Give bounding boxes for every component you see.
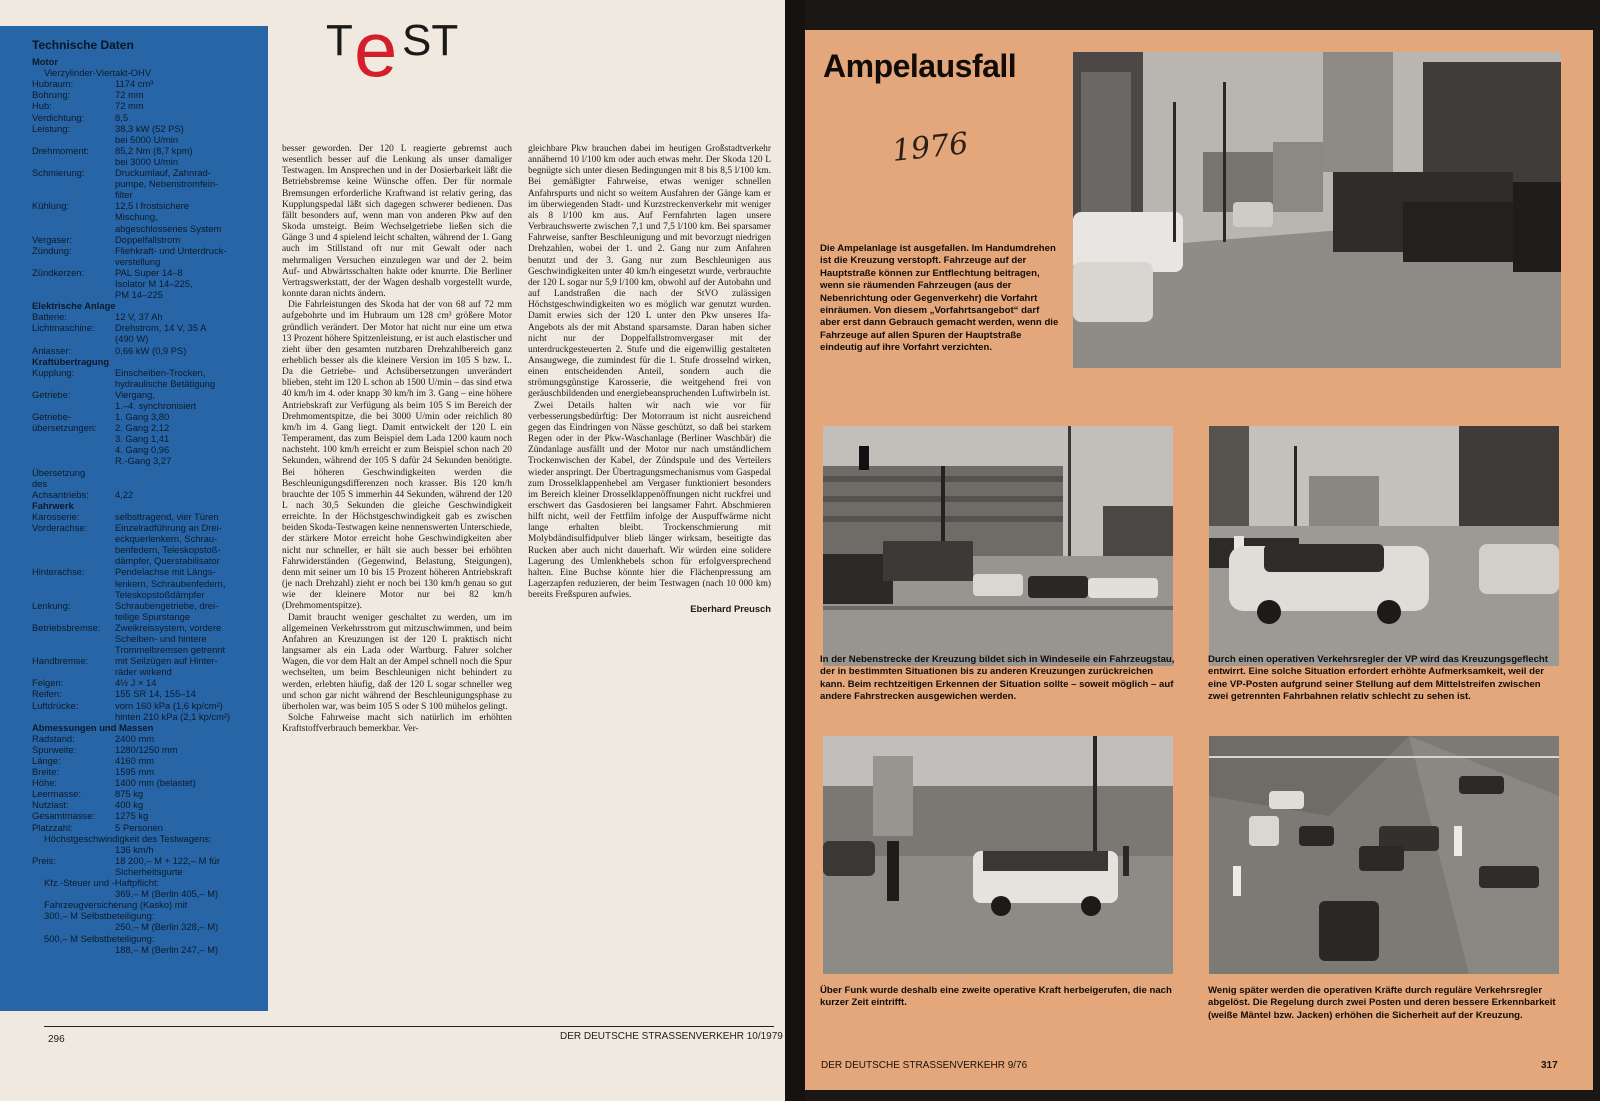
tech-label bbox=[32, 211, 115, 222]
tech-value: 136 km/h bbox=[115, 843, 154, 855]
tech-row bbox=[32, 777, 262, 788]
tech-value: Isolator M 14–225, bbox=[115, 277, 193, 289]
tech-label bbox=[32, 223, 115, 234]
tech-label: Breite: bbox=[32, 766, 60, 778]
tech-label: Batterie: bbox=[32, 311, 67, 323]
tech-value: selbsttragend, vier Türen bbox=[115, 510, 219, 522]
tech-row bbox=[32, 622, 262, 633]
tech-value: 1.–4. synchronisiert bbox=[115, 400, 197, 411]
tech-value: lenkern, Schraubenfedern, bbox=[115, 577, 226, 589]
tech-value: Viergang, bbox=[115, 388, 155, 400]
test-logo-t: T bbox=[326, 16, 353, 65]
tech-label bbox=[32, 921, 115, 932]
tech-row bbox=[32, 888, 262, 899]
tech-label: Schmierung: bbox=[32, 167, 85, 179]
right-page bbox=[805, 30, 1593, 1090]
tech-value: Drehstrom, 14 V, 35 A bbox=[115, 322, 207, 334]
tech-row bbox=[32, 700, 262, 711]
tech-value: Trommelbremsen getrennt bbox=[115, 644, 226, 656]
tech-label bbox=[32, 888, 115, 899]
photo-side-street-queue bbox=[823, 426, 1173, 666]
tech-value: Sicherheitsgurte bbox=[115, 865, 183, 877]
tech-value: PAL Super 14–8 bbox=[115, 266, 183, 278]
caption-photo-5: Wenig später werden die operativen Kräfte durch reguläre Verkehrsregler abgelöst. Die Regelung durch zwei Posten und deren bessere Erkennbarkeit (weiße Mäntel bzw. Jacken) erhöhen die Sicherheit auf der Kreuzung. bbox=[1208, 985, 1556, 1021]
page-number-right: 317 bbox=[1541, 1060, 1558, 1071]
caption-photo-4: Über Funk wurde deshalb eine zweite operative Kraft herbeigerufen, die nach kurzer Zeit eintrifft. bbox=[820, 985, 1172, 1009]
page-number-left: 296 bbox=[48, 1034, 65, 1045]
tech-label: Leistung: bbox=[32, 122, 71, 134]
tech-label bbox=[32, 156, 115, 167]
tech-value: hydraulische Betätigung bbox=[115, 377, 216, 389]
tech-note: Höchstgeschwindigkeit des Testwagens: bbox=[44, 832, 212, 844]
tech-label: Platzzahl: bbox=[32, 821, 73, 833]
tech-value: 72 mm bbox=[115, 89, 144, 101]
tech-value: 4. Gang 0,96 bbox=[115, 444, 170, 456]
tech-label bbox=[32, 578, 115, 589]
tech-row bbox=[32, 245, 262, 256]
tech-section-heading: Abmessungen und Massen bbox=[32, 721, 154, 733]
tech-label: Länge: bbox=[32, 755, 61, 766]
tech-value: teilige Spurstange bbox=[115, 610, 191, 622]
test-logo bbox=[318, 5, 468, 96]
tech-value: 1280/1250 mm bbox=[115, 743, 178, 755]
tech-row bbox=[32, 100, 262, 111]
tech-value: Einzelradführung an Drei- bbox=[115, 522, 222, 534]
tech-value: 12,5 l frostsichere bbox=[115, 200, 189, 212]
tech-label: Felgen: bbox=[32, 677, 64, 689]
tech-row bbox=[32, 422, 262, 433]
photo-second-officer-arrives bbox=[823, 736, 1173, 974]
tech-label: Anlasser: bbox=[32, 344, 72, 356]
tech-value: 400 kg bbox=[115, 799, 144, 811]
tech-row bbox=[32, 578, 262, 589]
tech-value: 18 200,– M + 122,– M für bbox=[115, 854, 221, 866]
tech-label: Höhe: bbox=[32, 777, 58, 789]
tech-label bbox=[32, 644, 115, 655]
tech-row bbox=[32, 555, 262, 566]
footer-rule bbox=[44, 1026, 774, 1027]
tech-label: Zündkerzen: bbox=[32, 266, 85, 278]
tech-row bbox=[32, 533, 262, 544]
tech-label bbox=[32, 866, 115, 877]
page-gutter bbox=[785, 0, 805, 1101]
tech-row bbox=[32, 733, 262, 744]
article-author: Eberhard Preusch bbox=[690, 603, 771, 615]
tech-row bbox=[32, 844, 262, 855]
caption-photo-2: In der Nebenstrecke der Kreuzung bildet sich in Windeseile ein Fahrzeugstau, der in bestimmten Situationen bis zu anderen Kreuzungen zurückreichen kann. Beim rechtzeitigen Erkennen der Situation sollte – soweit möglich – auf andere Fahrstrecken ausgewichen werden. bbox=[820, 654, 1175, 703]
tech-label: Verdichtung: bbox=[32, 111, 85, 123]
tech-row bbox=[32, 921, 262, 932]
tech-label bbox=[32, 278, 115, 289]
tech-label bbox=[32, 633, 115, 644]
tech-value: mit Seilzügen auf Hinter- bbox=[115, 655, 218, 667]
tech-row bbox=[32, 566, 262, 577]
tech-label: Getriebe: bbox=[32, 388, 71, 400]
tech-value: filter bbox=[115, 189, 133, 201]
tech-row bbox=[32, 256, 262, 267]
tech-row bbox=[32, 600, 262, 611]
tech-value: 85,2 Nm (8,7 kpm) bbox=[115, 144, 193, 156]
tech-row bbox=[32, 378, 262, 389]
tech-row bbox=[32, 666, 262, 677]
tech-label: Nutzlast: bbox=[32, 799, 69, 811]
tech-row bbox=[32, 467, 262, 478]
tech-value: räder wirkend bbox=[115, 666, 172, 678]
article-paragraph: Damit braucht weniger geschaltet zu werden, um im allgemeinen Verkehrsstrom gut mitzuschwimmen, und beim Anfahren an Kreuzungen ist der 120 L praktisch nicht langsamer als ein Lada oder Wartburg. Fahrer solcher Wagen, die vor dem Halt an der Ampel schnell noch die Spur wechselten, um beim Beschleunigen nicht behindert zu werden, erlebten häufig, daß der 120 L sogar schneller weg und schon gar nicht während der Beschleunigungsphase zu überholen war, was beim 105 S oder S 100 mühelos gelingt. bbox=[282, 612, 512, 712]
tech-value bbox=[115, 467, 262, 478]
article-title: Ampelausfall bbox=[823, 48, 1017, 84]
tech-value: 38,3 kW (52 PS) bbox=[115, 122, 184, 134]
article-paragraph: besser geworden. Der 120 L reagierte gebremst auch wesentlich besser auf die Lenkung als unser damaliger Testwagen. Im Ansprechen und in der Dosierbarkeit läßt die Betriebsbremse keine Wünsche offen. Der für normale Bremsungen erforderliche Kraftwand ist relativ gering, das Kupplungspedal läßt sich dagegen schwerer bedienen. Das fällt besonders auf, wenn man von anderen Pkw auf den Skoda umsteigt. Beim Wechselgetriebe ließen sich die Gänge 3 und 4 spielend leicht schalten, während der 1. Gang auch im Stillstand oft nur mit Gewalt oder nach mehrmaligen Versuchen einzulegen war und der 2. beim Auf- und Abwärtsschalten hakte oder knurrte. Die Berliner Vertragswerkstatt, der der Wagen deshalb vorgestellt wurde, konnte daran nichts ändern. bbox=[282, 144, 512, 300]
tech-value: 2400 mm bbox=[115, 732, 155, 744]
tech-label: Zündung: bbox=[32, 244, 72, 256]
tech-value: bei 5000 U/min bbox=[115, 133, 179, 145]
article-paragraph: Solche Fahrweise macht sich natürlich im erhöhten Kraftstoffverbrauch bemerkbar. Ver- bbox=[282, 712, 512, 735]
tech-row bbox=[32, 766, 262, 777]
tech-row bbox=[32, 333, 262, 344]
tech-label: Getriebe- bbox=[32, 411, 72, 423]
tech-value: Druckumlauf, Zahnrad- bbox=[115, 167, 211, 179]
tech-label bbox=[32, 433, 115, 444]
caption-photo-1: Die Ampelanlage ist ausgefallen. Im Handumdrehen ist die Kreuzung verstopft. Fahrzeuge auf der Hauptstraße können zur Entflechtung beitragen, wenn sie räumenden Fahrzeugen (aus der Nebenrichtung oder Gegenverkehr) die Vorfahrt einräumen. Von diesem „Vorfahrtsangebot“ darf aber erst dann Gebrauch gemacht werden, wenn die Fahrzeuge auf allen Spuren der Hauptstraße eindeutig auf ihre Vorfahrt verzichten. bbox=[820, 243, 1059, 354]
handwritten-year-note: 1976 bbox=[890, 126, 970, 169]
tech-label bbox=[32, 711, 115, 722]
tech-value: 72 mm bbox=[115, 100, 144, 112]
tech-value: pumpe, Nebenstromfein- bbox=[115, 178, 219, 190]
tech-label: Drehmoment: bbox=[32, 144, 89, 156]
tech-label bbox=[32, 544, 115, 555]
tech-value: Zweikreissystem, vordere bbox=[115, 621, 222, 633]
tech-label bbox=[32, 944, 115, 955]
article-paragraph: gleichbare Pkw brauchen dabei im heutigen Großstadtverkehr annähernd 10 l/100 km oder auch etwas mehr. Der Skoda 120 L begnügte sich unter diesen Bedingungen mit 8 bis 8,5 l/100 km. Bei gemäßigter Fahrweise, etwas weniger schnellen Anfahrspurts und nicht so weitem Ausfahren der Gänge kam er im überwiegenden Stadt- und Kurzstreckenverkehr mit weniger als 8 l/100 km aus. Auf Fernfahrten lagen unsere Verbrauchswerte zwischen 7,1 und 7,5 l/100 km. Bei sparsamer Fahrweise, sanfter Beschleunigung und mit bevorzugt niedrigen Drehzahlen, wobei der 1. und 2. Gang nur zum Anfahren benutzt und der 3. Gang nur zum Beschleunigen aus Geschwindigkeiten unter 40 km/h eingesetzt wurde, verbrauchte der 120 L sogar nur 5,9 l/100 km, obwohl auf der Autobahn und auf Landstraßen die nach der StVO zulässigen Höchstgeschwindigkeiten wo es möglich war genutzt wurden. Damit erwies sich der 120 L unter den Pkw unseres Ifa-Angebots als der mit Abstand sparsamste. Daran haben sicher nicht nur der Doppelfallstromvergaser mit der unterdruckgesteuerten 2. Stufe und die eigenwillig gestalteten Ansaugwege, die zumindest für die 1. Stufe drosselnd wirken, einen entscheidenden Anteil, sondern auch die strömungsgünstige Karosserie, die weitgehend frei von geräuschbildenden und energiebeanspruchenden Luftwirbeln ist. bbox=[528, 144, 771, 400]
tech-value: R.-Gang 3,27 bbox=[115, 455, 172, 467]
tech-section-heading: Fahrwerk bbox=[32, 499, 74, 511]
tech-row bbox=[32, 211, 262, 222]
tech-label: Betriebsbremse: bbox=[32, 621, 101, 633]
magazine-footer-left: DER DEUTSCHE STRASSENVERKEHR 10/1979 bbox=[560, 1031, 783, 1042]
tech-value: Einscheiben-Trocken, bbox=[115, 366, 206, 378]
tech-note: Vierzylinder-Viertakt-OHV bbox=[44, 67, 151, 79]
tech-label bbox=[32, 400, 115, 411]
tech-label bbox=[32, 134, 115, 145]
tech-label bbox=[32, 444, 115, 455]
tech-row bbox=[32, 189, 262, 200]
tech-label: des bbox=[32, 477, 48, 489]
photo-regular-traffic-controllers bbox=[1209, 736, 1559, 974]
article-paragraph: Die Fahrleistungen des Skoda hat der von 68 auf 72 mm aufgebohrte und im Hubraum um 128 cm³ größere Motor gründlich verändert. Der Motor hat nicht nur eine um etwa 13 Prozent höhere Spitzenleistung, er ist auch elastischer und zieht über den gesamten nutzbaren Drehzahlbereich ganz erheblich besser als die kleinere Version im 105 S bzw. L. Da die Getriebe- und Achsübersetzungen unverändert blieben, steht im 120 L schon ab 1500 U/min – das sind etwa 40 km/h im 4. oder knapp 30 km/h im 3. Gang – eine höhere Antriebskraft zur Verfügung als beim 105 S im Bereich der Drehmomentspitze, die bei 3000 U/min oder reichlich 80 km/h im 4. Gang liegt. Damit entwickelt der 120 L ein Temperament, das zum Beispiel dem Lada 1200 kaum noch nachsteht. 100 km/h erreicht er zum Beispiel schon nach 20 Sekunden, während der 105 S dafür 24 Sekunden benötigte. Bei höheren Geschwindigkeiten werden die Beschleunigungsdifferenzen noch krasser. Bis 120 km/h brauchte der 105 S immerhin 44 Sekunden, während der 120 L nach 30,5 Sekunden die gleiche Geschwindigkeit erreichte. In der Höchstgeschwindigkeit gab es zwischen beiden Skoda-Testwagen keine nennenswerten Unterschiede, der stärkere Motor erreicht hohe Geschwindigkeiten aber nicht nur schneller, er hält sie auch besser bei erhöhten Fahrwiderständen (Gegenwind, Belastung, Steigungen), denn mit seiner um 10 bis 15 Prozent höheren Antriebskraft (je nach Drehzahl) zieht er noch bei 130 km/h genau so gut wie der kleinere Motor nur bei 82 km/h (Drehmomentspitze). bbox=[282, 300, 512, 612]
tech-row bbox=[32, 267, 262, 278]
tech-label: Preis: bbox=[32, 854, 56, 866]
tech-value: 155 SR 14, 155–14 bbox=[115, 688, 196, 700]
tech-row bbox=[32, 755, 262, 766]
tech-value: benfedern, Teleskopstoß- bbox=[115, 544, 221, 556]
tech-row bbox=[32, 411, 262, 422]
tech-row bbox=[32, 289, 262, 300]
tech-value: bei 3000 U/min bbox=[115, 155, 179, 167]
tech-label bbox=[32, 178, 115, 189]
tech-label: Gesamtmasse: bbox=[32, 810, 96, 822]
tech-row bbox=[32, 611, 262, 622]
tech-row bbox=[32, 123, 262, 134]
tech-row bbox=[32, 810, 262, 821]
tech-label: Vorderachse: bbox=[32, 522, 88, 534]
tech-value: 1400 mm (belastet) bbox=[115, 777, 196, 789]
tech-label: Achsantriebs: bbox=[32, 488, 89, 500]
tech-label: Spurweite: bbox=[32, 743, 77, 755]
magazine-footer-right: DER DEUTSCHE STRASSENVERKEHR 9/76 bbox=[821, 1060, 1028, 1071]
tech-row bbox=[32, 799, 262, 810]
tech-row bbox=[32, 223, 262, 234]
tech-value: 250,– M (Berlin 328,– M) bbox=[115, 921, 219, 933]
tech-row bbox=[32, 855, 262, 866]
tech-value: 4½ J × 14 bbox=[115, 677, 157, 689]
tech-value: 3. Gang 1,41 bbox=[115, 433, 170, 445]
tech-value: (490 W) bbox=[115, 333, 149, 345]
tech-row bbox=[32, 455, 262, 466]
technical-data-panel bbox=[0, 26, 268, 1011]
tech-value: Pendelachse mit Längs- bbox=[115, 566, 216, 578]
tech-row bbox=[32, 322, 262, 333]
tech-value: 1. Gang 3,80 bbox=[115, 411, 170, 423]
tech-row bbox=[32, 178, 262, 189]
article-paragraph: Zwei Details halten wir nach wie vor für verbesserungsbedürftig: Der Motorraum ist nicht ausreichend gegen das Eindringen von Nässe geschützt, so daß bei starkem Regen oder in der Pkw-Waschanlage (Berliner Waschbär) die Zündanlage ausfällt und der Motor nur nach umständlichem Trockenwischen der Kabel, der Zündspule und des Verteilers wieder anspringt. Der Übertragungsmechanismus vom Gaspedal zum Drosselklappenhebel am Vergaser funktioniert besonders im Bereich kleiner Drosselklappenöffnungen nicht ruckfrei und erschwert das Gasdosieren bei langsamer Fahrt. Abschmieren hilft nicht, weil der Fettfilm infolge der Auspuffwärme nicht lange erhalten bleibt. Trockenschmierung mit Molybdändisulfidpulver blieb länger wirksam, beseitigte das Rucken aber auch nicht dauerhaft. Wir würden eine solidere Lagerung des Umlenkhebels schon für erfolgversprechend halten. Eine Buchse könnte hier die Flächenpressung am Lagerzapfen reduzieren, der beim Testwagen (nach 10 000 km) bereits Freßspuren aufwies. bbox=[528, 400, 771, 601]
tech-label bbox=[32, 256, 115, 267]
technical-data-list bbox=[32, 56, 262, 955]
tech-row bbox=[32, 822, 262, 833]
tech-row bbox=[32, 167, 262, 178]
tech-row bbox=[32, 788, 262, 799]
tech-value: 4160 mm bbox=[115, 755, 155, 766]
tech-row bbox=[32, 511, 262, 522]
tech-row bbox=[32, 478, 262, 489]
tech-section-heading: Motor bbox=[32, 56, 59, 68]
tech-label bbox=[32, 666, 115, 677]
left-page bbox=[0, 0, 785, 1101]
tech-row bbox=[32, 145, 262, 156]
tech-row bbox=[32, 389, 262, 400]
tech-label: Kupplung: bbox=[32, 366, 75, 378]
tech-value: Mischung, bbox=[115, 211, 158, 223]
tech-label bbox=[32, 533, 115, 544]
tech-value: 369,– M (Berlin 405,– M) bbox=[115, 888, 219, 900]
tech-value: 1595 mm bbox=[115, 766, 155, 778]
tech-label: Vergaser: bbox=[32, 233, 73, 245]
tech-row bbox=[32, 655, 262, 666]
tech-label: Hinterachse: bbox=[32, 566, 85, 578]
tech-row bbox=[32, 522, 262, 533]
photo-jammed-intersection bbox=[1073, 52, 1561, 368]
tech-label: Handbremse: bbox=[32, 655, 89, 667]
tech-row bbox=[32, 134, 262, 145]
tech-label: Luftdrücke: bbox=[32, 699, 79, 711]
tech-section-heading: Kraftübertragung bbox=[32, 355, 110, 367]
photo-traffic-officer bbox=[1209, 426, 1559, 666]
tech-label: Reifen: bbox=[32, 688, 62, 700]
tech-label: Radstand: bbox=[32, 732, 75, 744]
tech-row bbox=[32, 433, 262, 444]
tech-value: vorn 160 kPa (1,6 kp/cm²) bbox=[115, 699, 223, 711]
tech-note: 300,– M Selbstbeteiligung: bbox=[44, 910, 155, 922]
tech-label bbox=[32, 455, 115, 466]
tech-row bbox=[32, 866, 262, 877]
tech-label: Hubraum: bbox=[32, 78, 74, 90]
tech-value: verstellung bbox=[115, 255, 161, 267]
tech-row bbox=[32, 544, 262, 555]
tech-value: 0,66 kW (0,9 PS) bbox=[115, 344, 187, 356]
caption-photo-3: Durch einen operativen Verkehrsregler der VP wird das Kreuzungsgeflecht entwirrt. Eine solche Situation erfordert erhöhte Aufmerksamkeit, weil der eine VP-Posten aufgrund seiner Stellung auf dem Mittelstreifen zwischen zwei getrennten Fahrbahnen relativ schlecht zu sehen ist. bbox=[1208, 654, 1548, 703]
tech-row bbox=[32, 944, 262, 955]
tech-label bbox=[32, 589, 115, 600]
tech-note: 500,– M Selbstbeteiligung: bbox=[44, 932, 155, 944]
tech-label bbox=[32, 189, 115, 200]
tech-label: Karosserie: bbox=[32, 510, 80, 522]
tech-row bbox=[32, 711, 262, 722]
tech-label: Hub: bbox=[32, 100, 52, 112]
tech-row bbox=[32, 200, 262, 211]
tech-label: Lenkung: bbox=[32, 599, 71, 611]
tech-row bbox=[32, 633, 262, 644]
tech-row bbox=[32, 278, 262, 289]
tech-value: abgeschlossenes System bbox=[115, 222, 222, 234]
tech-label bbox=[32, 378, 115, 389]
tech-row bbox=[32, 677, 262, 688]
article-column-2 bbox=[528, 144, 771, 615]
tech-value: Doppelfallstrom bbox=[115, 233, 181, 245]
tech-row bbox=[32, 89, 262, 100]
tech-label: Übersetzung bbox=[32, 466, 86, 478]
tech-label: Kühlung: bbox=[32, 200, 70, 212]
tech-value: 2. Gang 2,12 bbox=[115, 422, 170, 434]
tech-row bbox=[32, 156, 262, 167]
tech-label: Bohrung: bbox=[32, 89, 71, 101]
tech-row bbox=[32, 78, 262, 89]
tech-row bbox=[32, 345, 262, 356]
tech-value: 188,– M (Berlin 247,– M) bbox=[115, 943, 219, 955]
tech-value: 5 Personen bbox=[115, 821, 163, 833]
tech-row bbox=[32, 644, 262, 655]
tech-value: eckquerlenkern, Schrau- bbox=[115, 533, 218, 545]
tech-label bbox=[32, 844, 115, 855]
tech-row bbox=[32, 234, 262, 245]
tech-row bbox=[32, 112, 262, 123]
tech-value: 875 kg bbox=[115, 788, 144, 800]
tech-value: 1174 cm³ bbox=[115, 78, 154, 90]
tech-label: übersetzungen: bbox=[32, 422, 97, 434]
tech-value: 1275 kg bbox=[115, 810, 149, 822]
technical-data-title: Technische Daten bbox=[32, 38, 134, 52]
tech-value: Teleskopstoßdämpfer bbox=[115, 588, 205, 600]
tech-label bbox=[32, 555, 115, 566]
tech-value bbox=[115, 478, 262, 489]
tech-value: PM 14–225 bbox=[115, 289, 163, 301]
tech-note: Fahrzeugversicherung (Kasko) mit bbox=[44, 899, 188, 911]
tech-row bbox=[32, 400, 262, 411]
tech-label: Leermasse: bbox=[32, 788, 81, 800]
test-logo-e: e bbox=[354, 5, 398, 93]
tech-value: Scheiben- und hintere bbox=[115, 632, 207, 644]
tech-value: 8,5 bbox=[115, 111, 129, 123]
tech-label bbox=[32, 611, 115, 622]
tech-value: Schraubengetriebe, drei- bbox=[115, 599, 219, 611]
tech-label bbox=[32, 289, 115, 300]
article-column-1 bbox=[282, 144, 512, 735]
tech-row bbox=[32, 444, 262, 455]
tech-value: dämpfer, Querstabilisator bbox=[115, 555, 220, 567]
tech-value: Fliehkraft- und Unterdruck- bbox=[115, 244, 227, 256]
tech-row bbox=[32, 688, 262, 699]
tech-row bbox=[32, 367, 262, 378]
test-logo-st: ST bbox=[402, 16, 459, 65]
tech-note: Kfz.-Steuer und -Haftpflicht: bbox=[44, 877, 160, 889]
tech-section-heading: Elektrische Anlage bbox=[32, 300, 116, 312]
tech-value: 4,22 bbox=[115, 488, 134, 500]
tech-label: Lichtmaschine: bbox=[32, 322, 95, 334]
tech-row bbox=[32, 311, 262, 322]
tech-value: 12 V, 37 Ah bbox=[115, 311, 163, 323]
tech-row bbox=[32, 489, 262, 500]
tech-value: hinten 210 kPa (2,1 kp/cm²) bbox=[115, 710, 231, 722]
tech-label bbox=[32, 333, 115, 344]
tech-row bbox=[32, 589, 262, 600]
tech-row bbox=[32, 744, 262, 755]
